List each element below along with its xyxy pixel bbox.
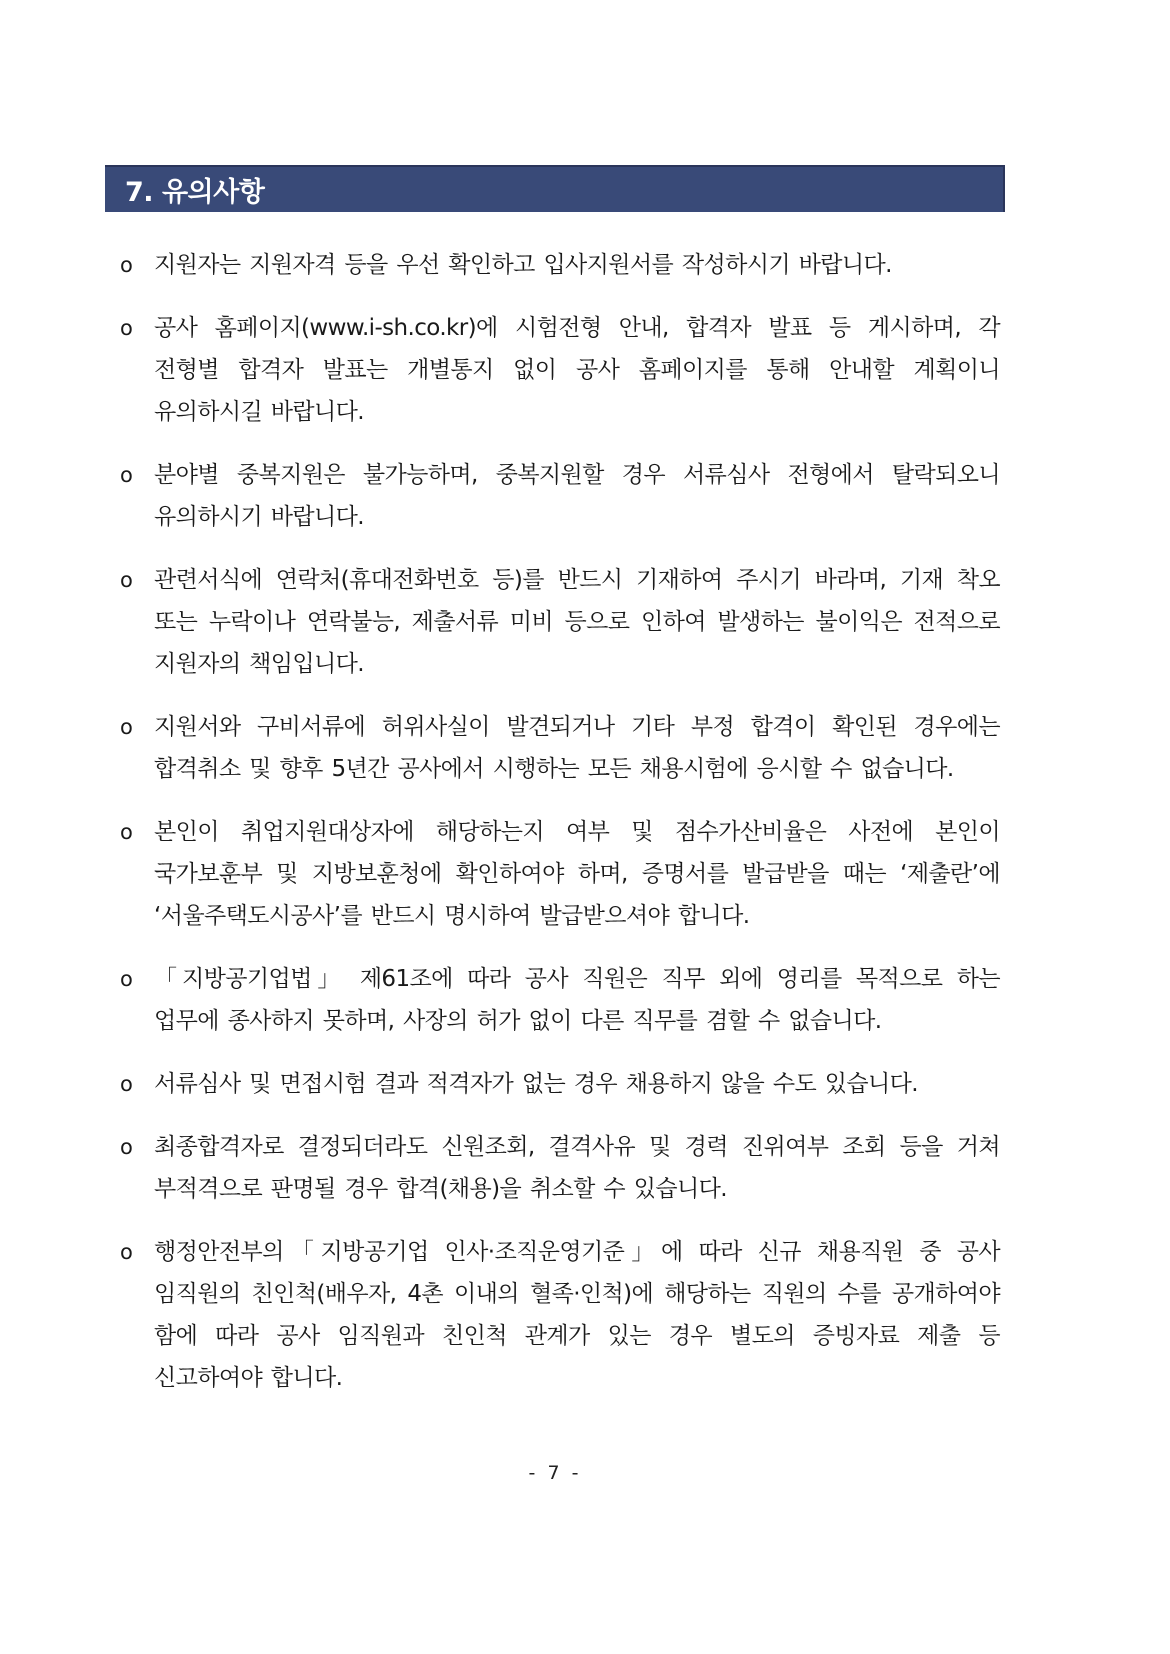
bullet-circle-icon: o xyxy=(120,316,133,340)
notice-item xyxy=(120,454,1000,538)
notice-text: 공사 홈페이지(www.i-sh.co.kr)에 시험전형 안내, 합격자 발표 등 게시하며, 각 전형별 합격자 발표는 개별통지 없이 공사 홈페이지를 통해 안내할 계획이니 유의하시길 바랍니다. xyxy=(154,315,1000,425)
notice-text: 지원서와 구비서류에 허위사실이 발견되거나 기타 부정 합격이 확인된 경우에는 합격취소 및 향후 5년간 공사에서 시행하는 모든 채용시험에 응시할 수 없습니다. xyxy=(154,714,1000,782)
notice-item xyxy=(120,244,1000,286)
bullet-circle-icon: o xyxy=(120,1135,133,1159)
notice-text: 행정안전부의「지방공기업 인사·조직운영기준」에 따라 신규 채용직원 중 공사 임직원의 친인척(배우자, 4촌 이내의 혈족·인척)에 해당하는 직원의 수를 공개하여야 함에 따라 공사 임직원과 친인척 관계가 있는 경우 별도의 증빙자료 제출 등 신고하여야 합니다. xyxy=(154,1239,1000,1391)
notice-item xyxy=(120,1063,1000,1105)
notice-item xyxy=(120,811,1000,937)
bullet-circle-icon: o xyxy=(120,715,133,739)
bullet-circle-icon: o xyxy=(120,820,133,844)
notice-text: 서류심사 및 면접시험 결과 적격자가 없는 경우 채용하지 않을 수도 있습니다. xyxy=(154,1071,918,1097)
bullet-circle-icon: o xyxy=(120,463,133,487)
notice-item xyxy=(120,307,1000,433)
notice-item xyxy=(120,706,1000,790)
notice-list xyxy=(120,244,1000,1420)
notice-text: 최종합격자로 결정되더라도 신원조회, 결격사유 및 경력 진위여부 조회 등을 거쳐 부적격으로 판명될 경우 합격(채용)을 취소할 수 있습니다. xyxy=(154,1134,1000,1202)
notice-text: 지원자는 지원자격 등을 우선 확인하고 입사지원서를 작성하시기 바랍니다. xyxy=(154,252,892,278)
notice-item xyxy=(120,559,1000,685)
page-number: - 7 - xyxy=(528,1462,582,1484)
bullet-circle-icon: o xyxy=(120,568,133,592)
notice-item xyxy=(120,1126,1000,1210)
bullet-circle-icon: o xyxy=(120,1072,133,1096)
bullet-circle-icon: o xyxy=(120,967,133,991)
bullet-circle-icon: o xyxy=(120,253,133,277)
bullet-circle-icon: o xyxy=(120,1240,133,1264)
notice-text: 분야별 중복지원은 불가능하며, 중복지원할 경우 서류심사 전형에서 탈락되오니 유의하시기 바랍니다. xyxy=(154,462,1000,530)
section-header xyxy=(105,165,1005,212)
notice-item xyxy=(120,1231,1000,1399)
notice-text: 관련서식에 연락처(휴대전화번호 등)를 반드시 기재하여 주시기 바라며, 기재 착오 또는 누락이나 연락불능, 제출서류 미비 등으로 인하여 발생하는 불이익은 전적으로 지원자의 책임입니다. xyxy=(154,567,1000,677)
notice-text: 「지방공기업법」 제61조에 따라 공사 직원은 직무 외에 영리를 목적으로 하는 업무에 종사하지 못하며, 사장의 허가 없이 다른 직무를 겸할 수 없습니다. xyxy=(154,966,1000,1034)
section-title: 7. 유의사항 xyxy=(125,177,265,208)
notice-text: 본인이 취업지원대상자에 해당하는지 여부 및 점수가산비율은 사전에 본인이 국가보훈부 및 지방보훈청에 확인하여야 하며, 증명서를 발급받을 때는 ‘제출란’에 ‘서울주택도시공사’를 반드시 명시하여 발급받으셔야 합니다. xyxy=(154,819,1000,929)
notice-item xyxy=(120,958,1000,1042)
